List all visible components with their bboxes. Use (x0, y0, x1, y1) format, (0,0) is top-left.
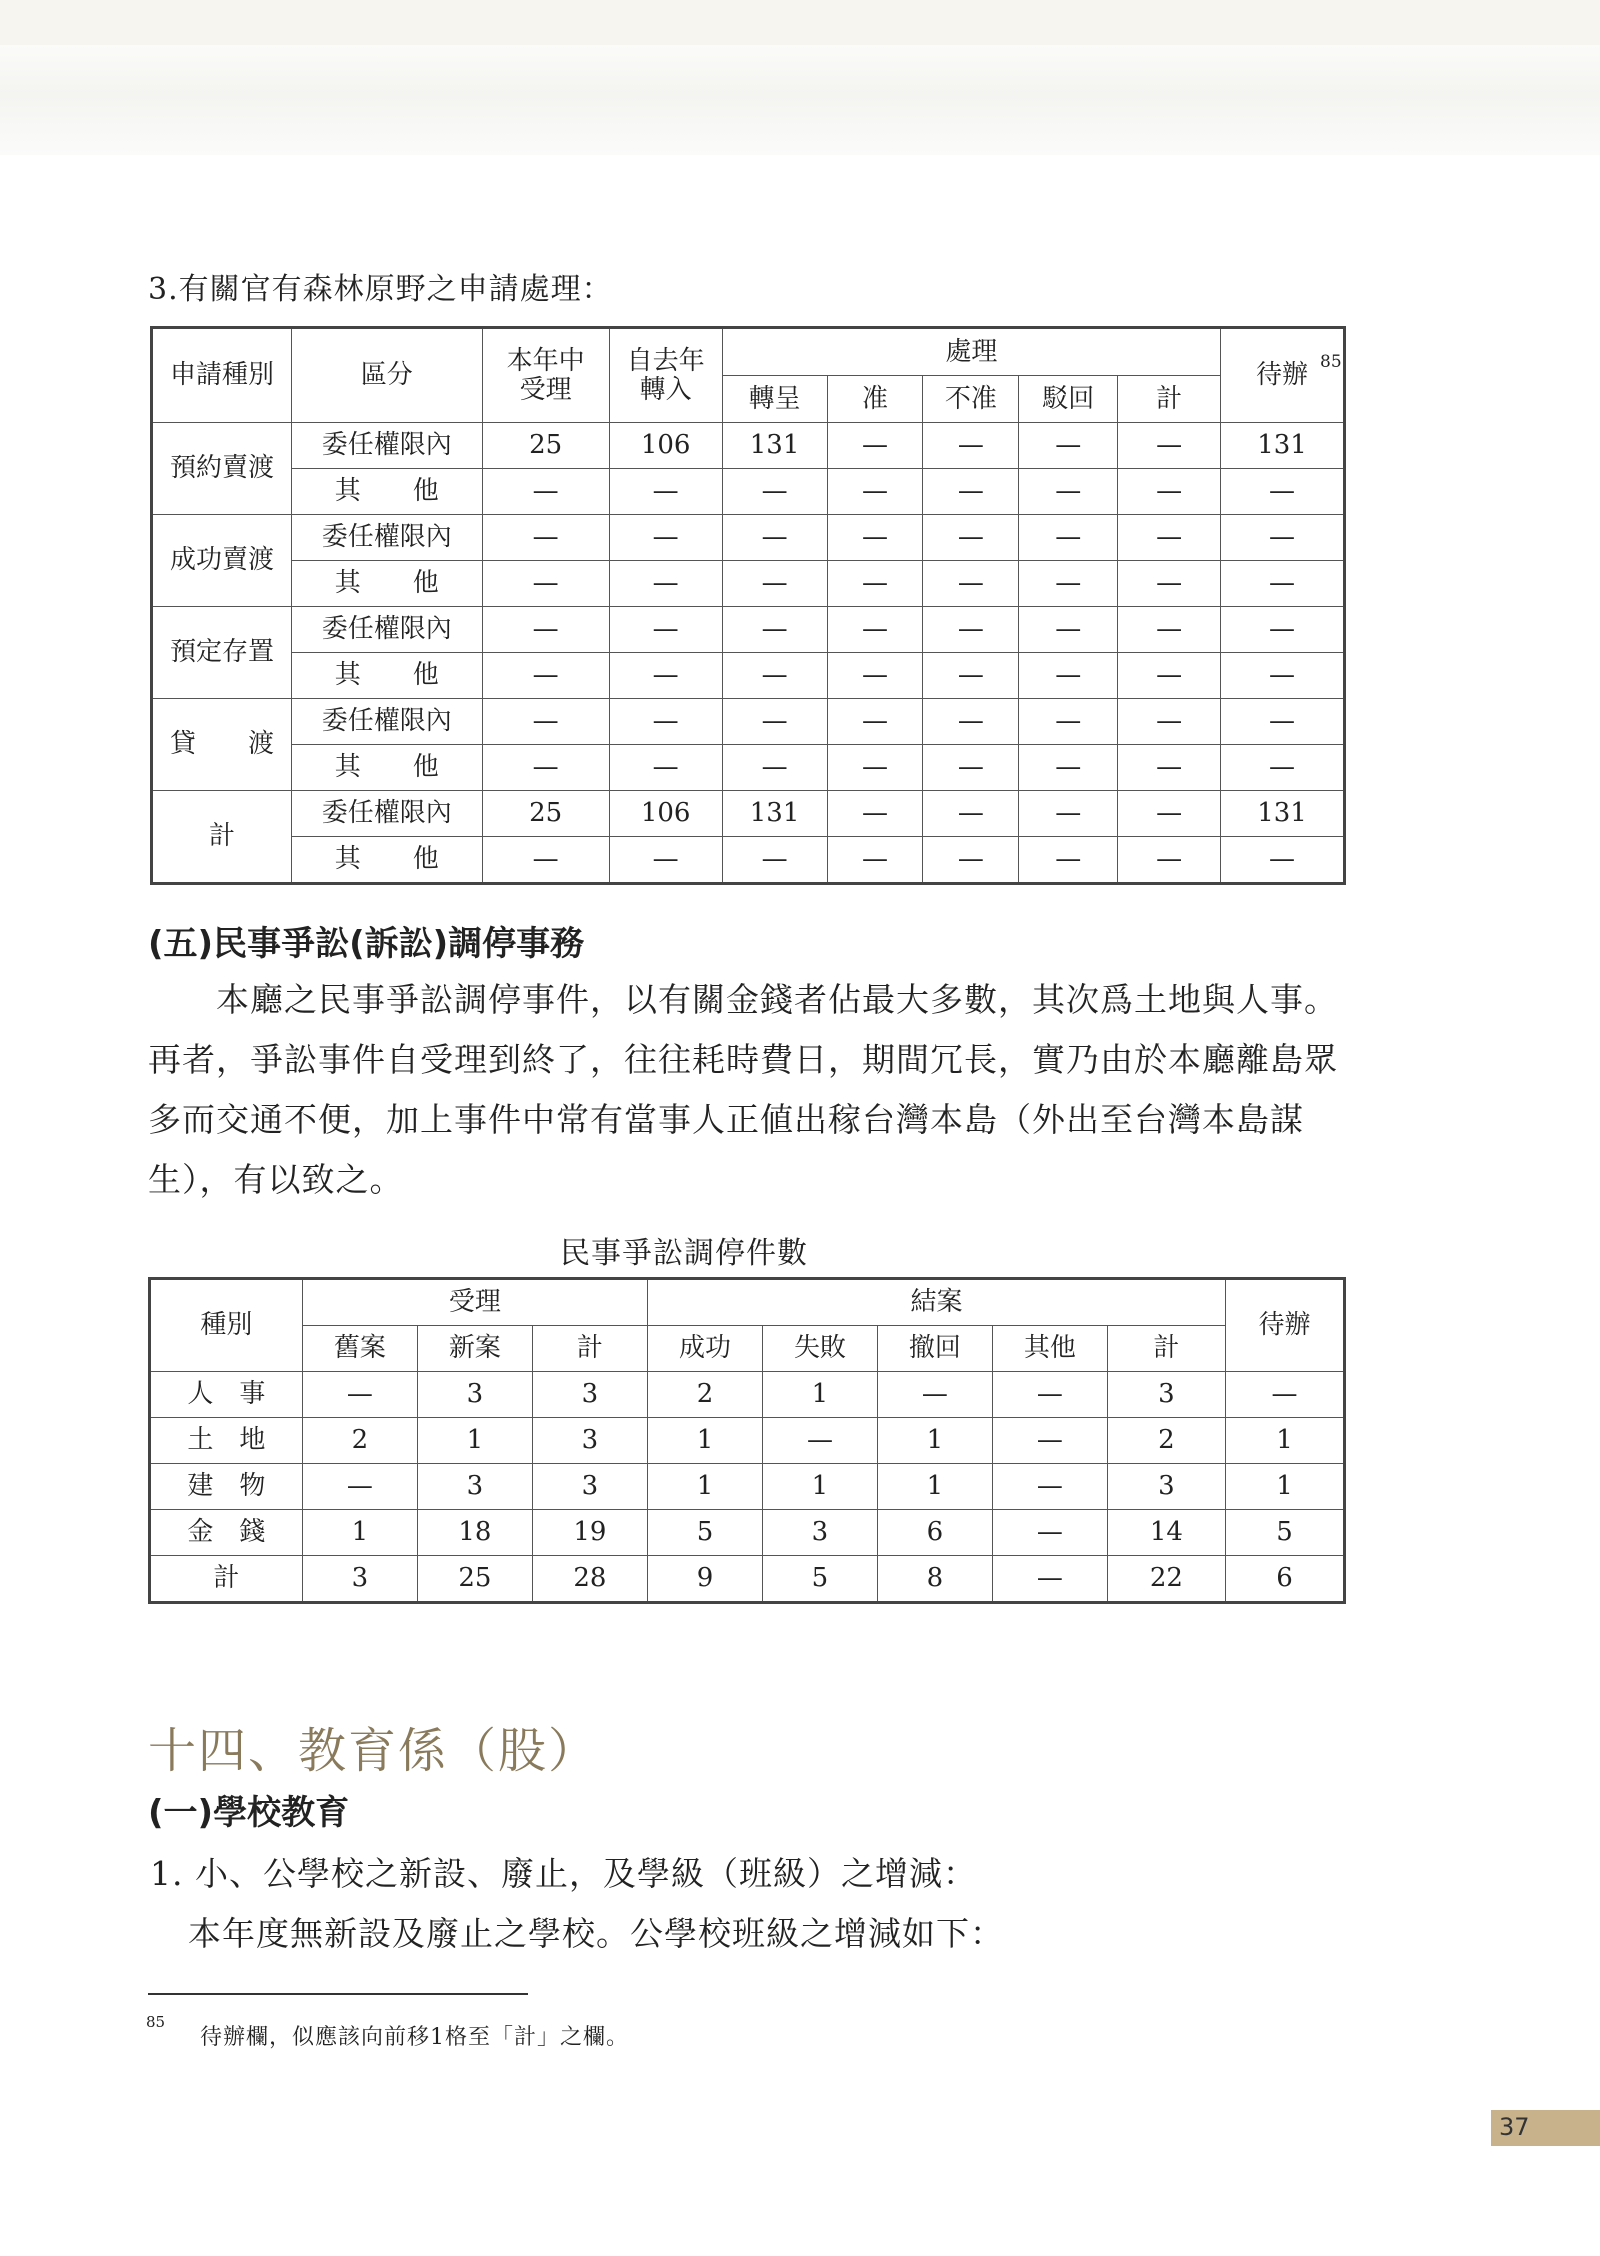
header-accepted: 受理 (302, 1279, 647, 1326)
page-top-band (0, 0, 1600, 45)
table-cell: — (609, 607, 722, 653)
table-cell: — (722, 469, 827, 515)
table-cell: 1 (1225, 1418, 1344, 1464)
table-cell: 19 (532, 1510, 647, 1556)
footnote-number: 85 (146, 2013, 166, 2031)
table-cell: 131 (722, 423, 827, 469)
item-1: 1. 小、公學校之新設、廢止，及學級（班級）之增減： (150, 1854, 977, 1893)
header-closed: 結案 (647, 1279, 1225, 1326)
table-cell: 22 (1107, 1556, 1225, 1603)
footnote-text: 待辦欄，似應該向前移1格至「計」之欄。 (200, 2025, 629, 2050)
division-cell: 其 他 (291, 653, 482, 699)
table-cell: 1 (762, 1464, 877, 1510)
header-subtotal-closed: 計 (1107, 1326, 1225, 1372)
table-cell: — (1221, 837, 1345, 884)
table-cell: 5 (762, 1556, 877, 1603)
table-cell: — (1221, 469, 1345, 515)
table-cell: 2 (1107, 1418, 1225, 1464)
table-cell: — (923, 515, 1019, 561)
group-label: 預定存置 (152, 607, 292, 699)
division-cell: 委任權限內 (291, 699, 482, 745)
table-cell: — (302, 1372, 417, 1418)
table-cell: — (1221, 745, 1345, 791)
table-cell: — (1221, 561, 1345, 607)
table-cell: 1 (647, 1418, 762, 1464)
footnote-ref-85: 85 (1320, 352, 1342, 372)
table-cell: — (827, 423, 923, 469)
division-cell: 其 他 (291, 561, 482, 607)
table-row (152, 515, 1345, 561)
table-cell: 28 (532, 1556, 647, 1603)
header-type: 申請種別 (152, 328, 292, 423)
table-cell: 18 (417, 1510, 532, 1556)
table-cell: — (722, 745, 827, 791)
header-fail: 失敗 (762, 1326, 877, 1372)
table-cell: — (1019, 607, 1118, 653)
table-cell: 2 (647, 1372, 762, 1418)
table-cell: — (923, 469, 1019, 515)
header-processing: 處理 (722, 328, 1220, 376)
table-cell: — (1118, 469, 1221, 515)
mediation-table-body (150, 1372, 1345, 1603)
table-cell: — (482, 745, 609, 791)
table-cell: — (1221, 607, 1345, 653)
table-cell: — (1225, 1372, 1344, 1418)
table-cell: 3 (417, 1372, 532, 1418)
table-cell: — (1118, 607, 1221, 653)
table-cell: — (877, 1372, 992, 1418)
table-cell: — (482, 561, 609, 607)
table-cell: 6 (877, 1510, 992, 1556)
table-cell: — (827, 515, 923, 561)
table-row (150, 1418, 1345, 1464)
division-cell: 其 他 (291, 745, 482, 791)
table-cell: — (923, 561, 1019, 607)
table-cell: 5 (647, 1510, 762, 1556)
table-cell: — (1019, 469, 1118, 515)
table-row (152, 699, 1345, 745)
school-education-heading: (一)學校教育 (148, 1793, 350, 1833)
mediation-table-caption: 民事爭訟調停件數 (560, 1236, 808, 1271)
table-row (152, 791, 1345, 837)
table-cell: — (482, 515, 609, 561)
table-cell: — (923, 653, 1019, 699)
division-cell: 其 他 (291, 837, 482, 884)
table-cell: 1 (1225, 1464, 1344, 1510)
table-cell: 131 (1221, 791, 1345, 837)
table-cell: 3 (417, 1464, 532, 1510)
table-cell: — (827, 791, 923, 837)
table-row (152, 837, 1345, 884)
header-approved: 准 (827, 376, 923, 423)
table-cell: — (482, 699, 609, 745)
table-cell: 25 (482, 423, 609, 469)
table-cell: — (609, 699, 722, 745)
table-row (152, 469, 1345, 515)
table-row (152, 423, 1345, 469)
table-cell: 3 (1107, 1464, 1225, 1510)
table-cell: — (923, 791, 1019, 837)
table-cell: — (992, 1556, 1107, 1603)
table-cell: — (482, 837, 609, 884)
table-cell: — (1118, 745, 1221, 791)
table-cell: 106 (609, 423, 722, 469)
header-rejected: 駁回 (1019, 376, 1118, 423)
table-cell: — (992, 1510, 1107, 1556)
table-cell: — (722, 699, 827, 745)
table-cell: 14 (1107, 1510, 1225, 1556)
table-cell: — (722, 653, 827, 699)
table-row (150, 1510, 1345, 1556)
table-cell: 3 (302, 1556, 417, 1603)
header-carried-over: 自去年轉入 (609, 328, 722, 423)
table-cell: — (762, 1418, 877, 1464)
row-label: 金 錢 (150, 1510, 303, 1556)
table-cell: — (827, 653, 923, 699)
table-cell: — (992, 1372, 1107, 1418)
group-label: 計 (152, 791, 292, 884)
table-cell: — (1019, 515, 1118, 561)
table-cell: — (1118, 561, 1221, 607)
table-cell: — (1118, 515, 1221, 561)
division-cell: 委任權限內 (291, 515, 482, 561)
page-number: 37 (1499, 2113, 1530, 2141)
header-subtotal-accepted: 計 (532, 1326, 647, 1372)
table-cell: — (1019, 791, 1118, 837)
table-cell: 3 (532, 1372, 647, 1418)
table-cell: — (827, 607, 923, 653)
table-cell: 1 (647, 1464, 762, 1510)
table-cell: — (1019, 653, 1118, 699)
table-cell: — (1221, 699, 1345, 745)
table-cell: — (302, 1464, 417, 1510)
table-cell: 1 (877, 1464, 992, 1510)
table-cell: — (1118, 699, 1221, 745)
table-row (150, 1464, 1345, 1510)
table-row (152, 607, 1345, 653)
table-cell: — (1019, 423, 1118, 469)
table-cell: — (1019, 561, 1118, 607)
division-cell: 委任權限內 (291, 423, 482, 469)
row-label: 計 (150, 1556, 303, 1603)
table-cell: 25 (417, 1556, 532, 1603)
table-cell: — (1118, 653, 1221, 699)
table-cell: 1 (762, 1372, 877, 1418)
table-cell: — (827, 837, 923, 884)
table-cell: — (923, 699, 1019, 745)
table-cell: — (722, 515, 827, 561)
header-not-approved: 不准 (923, 376, 1019, 423)
table-row (152, 561, 1345, 607)
header-pending: 待辦 (1221, 328, 1345, 423)
header-received: 本年中受理 (482, 328, 609, 423)
group-label: 預約賣渡 (152, 423, 292, 515)
table-row (152, 653, 1345, 699)
table-cell: — (1118, 837, 1221, 884)
header-pending: 待辦 (1225, 1279, 1344, 1372)
table-cell: — (923, 837, 1019, 884)
table-cell: — (992, 1418, 1107, 1464)
table-cell: 106 (609, 791, 722, 837)
row-label: 土 地 (150, 1418, 303, 1464)
table-cell: 2 (302, 1418, 417, 1464)
table-cell: — (1221, 515, 1345, 561)
civil-dispute-paragraph: 本廳之民事爭訟調停事件，以有關金錢者佔最大多數，其次爲土地與人事。再者，爭訟事件自受理到終了，往往耗時費日，期間冗長，實乃由於本廳離島眾多而交通不便，加上事件中常有當事人正値出稼台灣本島（外出至台灣本島謀生），有以致之。 (148, 980, 1338, 1199)
table-cell: — (722, 607, 827, 653)
table-row (150, 1556, 1345, 1603)
table-cell: — (1118, 423, 1221, 469)
division-cell: 委任權限內 (291, 607, 482, 653)
table-cell: 1 (417, 1418, 532, 1464)
group-label: 貸 渡 (152, 699, 292, 791)
table-cell: — (609, 653, 722, 699)
table-cell: — (1019, 837, 1118, 884)
table-cell: — (722, 837, 827, 884)
table-cell: 6 (1225, 1556, 1344, 1603)
table-cell: 5 (1225, 1510, 1344, 1556)
row-label: 人 事 (150, 1372, 303, 1418)
table-cell: 131 (1221, 423, 1345, 469)
header-new: 新案 (417, 1326, 532, 1372)
table-cell: — (1221, 653, 1345, 699)
table-cell: — (1019, 699, 1118, 745)
table-row (152, 745, 1345, 791)
forest-application-table (150, 326, 1346, 885)
footnote-rule (148, 1993, 528, 1995)
header-subtotal: 計 (1118, 376, 1221, 423)
table-cell: 3 (532, 1464, 647, 1510)
table-cell: — (609, 515, 722, 561)
forest-table-body (152, 423, 1345, 884)
table-cell: 8 (877, 1556, 992, 1603)
civil-dispute-heading: (五)民事爭訟(訴訟)調停事務 (148, 924, 585, 964)
header-withdraw: 撤回 (877, 1326, 992, 1372)
header-old: 舊案 (302, 1326, 417, 1372)
table-cell: — (923, 423, 1019, 469)
group-label: 成功賣渡 (152, 515, 292, 607)
table-cell: — (827, 561, 923, 607)
division-cell: 委任權限內 (291, 791, 482, 837)
table-cell: 1 (302, 1510, 417, 1556)
table-cell: — (923, 607, 1019, 653)
table-cell: 9 (647, 1556, 762, 1603)
table-cell: — (609, 745, 722, 791)
header-success: 成功 (647, 1326, 762, 1372)
table-cell: — (482, 607, 609, 653)
table-cell: 3 (1107, 1372, 1225, 1418)
table-cell: — (722, 561, 827, 607)
row-label: 建 物 (150, 1464, 303, 1510)
table-cell: — (482, 653, 609, 699)
table-cell: — (609, 561, 722, 607)
table-cell: — (923, 745, 1019, 791)
table-cell: — (609, 837, 722, 884)
item-1-detail: 本年度無新設及廢止之學校。公學校班級之增減如下： (188, 1914, 1004, 1953)
chapter-title: 十四、教育係（股） (148, 1723, 599, 1779)
division-cell: 其 他 (291, 469, 482, 515)
table-cell: — (992, 1464, 1107, 1510)
scan-smudge (0, 45, 1600, 155)
table-row (150, 1372, 1345, 1418)
table-cell: — (827, 699, 923, 745)
table-cell: 25 (482, 791, 609, 837)
section-3-title: 3.有關官有森林原野之申請處理： (148, 272, 613, 307)
table-cell: — (827, 745, 923, 791)
table-cell: — (1019, 745, 1118, 791)
table-cell: — (609, 469, 722, 515)
mediation-count-table (148, 1277, 1346, 1604)
header-other: 其他 (992, 1326, 1107, 1372)
table-cell: 131 (722, 791, 827, 837)
table-cell: 3 (762, 1510, 877, 1556)
table-cell: — (827, 469, 923, 515)
header-type: 種別 (150, 1279, 303, 1372)
header-division: 區分 (291, 328, 482, 423)
table-cell: 1 (877, 1418, 992, 1464)
table-cell: — (1118, 791, 1221, 837)
page-number-tab (1491, 2110, 1600, 2146)
table-cell: — (482, 469, 609, 515)
header-transferred: 轉呈 (722, 376, 827, 423)
table-cell: 3 (532, 1418, 647, 1464)
